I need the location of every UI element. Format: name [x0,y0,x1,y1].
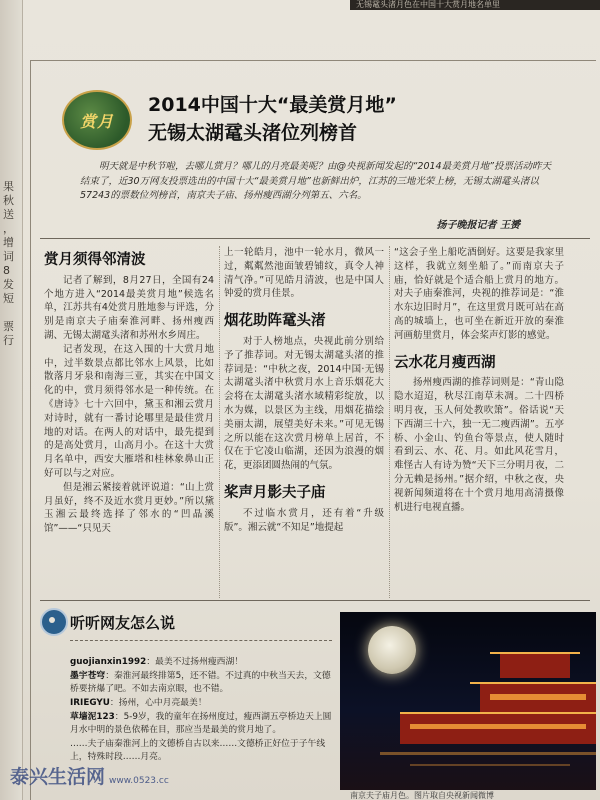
headline-line2: 无锡太湖鼋头渚位列榜首 [148,122,358,144]
comment-item [70,656,338,669]
location-pin-icon [40,608,68,636]
comment-item [70,738,338,764]
paragraph: 扬州瘦西湖的推荐词则是：“青山隐隐水迢迢，秋尽江南草未凋。二十四桥明月夜，玉人何处教吹箫”。俗话说“天下西湖三十六，独一无二瘦西湖”。五亭桥、小金山、钓鱼台等景点，使人随时看到云、水、花、月。如此风花雪月，难怪古人有诗为赞“天下三分明月夜，二分无赖是扬州。”据介绍，中秋之夜，央视新闻频道将在十个赏月地用高清摄像机进行电视直播。 [394,377,564,513]
paragraph: “这会子坐上船吃酒倒好。这要是我家里这样，我就立刻坐船了。”而南京夫子庙，恰好就是个适合船上赏月的地方。对夫子庙秦淮河，央视的推荐词是：“淮水东边旧时月”，在这里赏月既可站在高高的城墙上，也可坐在新近开放的秦淮河画舫里赏月，体会桨声灯影的感觉。 [394,247,564,341]
river-reflection [380,752,596,755]
comment-item [70,670,338,696]
comment-user: 墨宇苍穹 [70,671,106,681]
strip-char: 送 [3,208,14,221]
netizens-heading: 听听网友怎么说 [70,614,176,632]
section-badge: 赏月 [62,90,132,150]
comment-item [70,697,338,710]
strip-char: 短 [3,292,14,305]
strip-char: ， [3,222,14,235]
divider [40,600,590,601]
paragraph: 记者了解到，8月27日，全国有24个地方进入“2014最美赏月地”候选名单，江苏共有4处赏月胜地参与评选，分别是南京夫子庙秦淮河畔、扬州瘦西湖、无锡太湖鼋头渚和苏州水乡周庄。 [44,274,214,341]
riverside-building [400,714,596,744]
strip-char: 果 [3,180,14,193]
watermark-url: www.0523.cc [109,776,169,786]
divider [40,238,590,239]
comment-user: guojianxin1992 [70,657,147,667]
column-1 [44,254,214,536]
watermark-main: 泰兴生活网 [10,766,106,788]
subheading-s4: 云水花月瘦西湖 [394,354,496,371]
paragraph: 上一轮皓月，池中一轮水月，微风一过，粼粼然池面皱碧铺纹，真令人神清气净。”可见皓月清波，也是中国人钟爱的赏月佳景。 [224,247,384,300]
strip-char: 增 [3,236,14,249]
headline-line1: 2014中国十大“最美赏月地” [148,94,397,116]
comment-text: ：5-9岁，我的童年在扬州度过，瘦西湖五亭桥边天上圆月水中明的景色依稀在目，那应当是最美的赏月地了。 [70,712,332,735]
lead-paragraph: 明天就是中秋节啦，去哪儿赏月？哪儿的月亮最美呢？由@央视新闻发起的“2014最美赏月地”投票活动昨天结束了，近30万网友投票选出的中国十大“最美赏月地”也新鲜出炉，江苏的三地光荣上榜，无锡太湖鼋头渚以57243的票数位列榜首，南京夫子庙、扬州瘦西湖分列第五、六名。 [80,161,552,201]
comment-text: ：最美不过扬州瘦西湖！ [146,657,244,667]
strip-char: 行 [3,334,14,347]
comments-list [70,656,338,765]
subheading-s3: 桨声月影夫子庙 [224,484,326,501]
comment-text: ：秦淮河最终排第5，还不错。不过真的中秋当天去，文德桥要挤爆了吧。不如去南京眼，也不错。 [70,671,331,694]
column-rule [219,246,220,598]
photo-caption: 南京夫子庙月色。图片取自央视新闻微博 [350,791,494,800]
strip-char: 票 [3,320,14,333]
river-reflection [410,764,570,766]
comment-text: ：扬州，心中月亮最美！ [109,698,207,708]
paragraph: 但是湘云紧接着就评说道：“山上赏月虽好，终不及近水赏月更妙。”所以黛玉湘云最终选择了邻水的“凹晶溪馆”——“只见天 [44,481,214,535]
site-watermark [10,762,169,789]
divider [70,640,332,641]
strip-char: 词 [3,250,14,263]
subheading-s2: 烟花助阵鼋头渚 [224,313,326,330]
comment-user: IRIEGYU [70,698,110,708]
pagoda-building [500,654,570,678]
paragraph: 对于人榜地点，央视此前分别给予了推荐词。对无锡太湖鼋头渚的推荐词是：“中秋之夜，2014中国·无锡太湖鼋头渚中秋赏月水上音乐烟花大会将在太湖鼋头渚水域精彩绽放，以水为媒，以景区为主线，用烟花描绘美丽太湖，展望美好未来。”可见无锡之所以能在这次赏月榜单上居首，不仅在于它凌山临湖，还因为浪漫的烟花，更添团圆热闹的气氛。 [224,335,384,472]
column-rule [389,246,390,598]
lantern-glow [490,694,586,700]
column-3 [394,246,564,514]
header-banner: 无锡鼋头渚月色在中国十大赏月地名单里 [350,0,600,10]
byline: 扬子晚报记者 王赟 [436,220,520,231]
paragraph: 不过临水赏月，还有着“升级版”。湘云就“不知足”地提起 [224,507,384,533]
strip-char: 发 [3,278,14,291]
comment-item [70,711,338,737]
lantern-glow [410,724,586,729]
strip-char: 秋 [3,194,14,207]
comment-text: ……夫子庙秦淮河上的文德桥自古以来……文德桥正好位于子午线上，特殊时段……月亮。 [70,739,326,762]
adjacent-column-strip [0,0,23,800]
subheading-s1: 赏月须得邻清波 [44,252,146,268]
moon-icon [368,626,416,674]
strip-char: 8 [3,264,10,277]
paragraph: 记者发现，在这入围的十大赏月地中，过半数景点都比邻水上风景，比如散落月牙泉和南海三亚，其实在中国文化的中，赏月须得邻水是一种传统。在《唐诗》七十六回中，黛玉和湘云赏月对诗时，就有一番讨论哪里是最佳赏月地的对话。在两人的对话中，最先提到的是高处赏月，山高月小。在这十大赏月名单中，西安大雁塔和桂林象鼻山正好可以与之对应。 [44,343,214,479]
column-2 [224,246,384,534]
night-moon-photo [340,612,596,790]
comment-user: 草墙泥123 [70,712,115,722]
